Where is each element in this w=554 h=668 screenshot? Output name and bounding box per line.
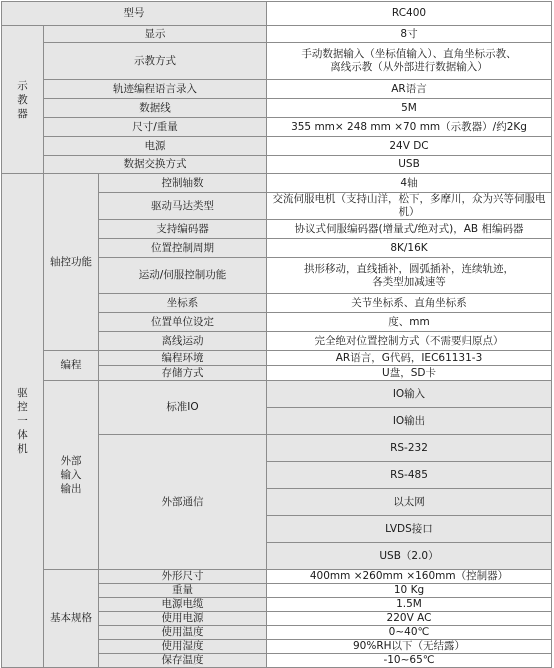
spec-value: -10~65℃: [267, 654, 552, 668]
spec-value: 220V AC: [267, 612, 552, 626]
spec-label: 示教方式: [44, 43, 267, 80]
spec-label: 驱动马达类型: [99, 193, 267, 220]
spec-label: 存储方式: [99, 366, 267, 381]
spec-label: 外形尺寸: [99, 570, 267, 584]
spec-label: 坐标系: [99, 294, 267, 313]
spec-value: 90%RH以下（无结露）: [267, 640, 552, 654]
spec-label: 离线运动: [99, 332, 267, 351]
spec-value: USB: [267, 156, 552, 174]
spec-value: 5M: [267, 99, 552, 118]
group-axis-control: 轴控功能: [44, 174, 99, 351]
table-row: [2, 99, 552, 118]
spec-value: 24V DC: [267, 137, 552, 156]
table-row: [2, 174, 552, 193]
spec-value: 关节坐标系、直角坐标系: [267, 294, 552, 313]
spec-label: 轨迹编程语言录入: [44, 80, 267, 99]
spec-value: 协议式伺服编码器(增量式/绝对式)，AB 相编码器: [267, 220, 552, 239]
spec-label: 显示: [44, 26, 267, 43]
spec-value: 交流伺服电机（支持山洋，松下，多摩川，众为兴等伺服电机）: [267, 193, 552, 220]
spec-label: 位置单位设定: [99, 313, 267, 332]
spec-label: IO输入: [267, 381, 552, 408]
table-row: [2, 137, 552, 156]
spec-label: 使用温度: [99, 626, 267, 640]
spec-value: 1.5M: [267, 598, 552, 612]
spec-label: 数据线: [44, 99, 267, 118]
table-row: [2, 351, 552, 366]
spec-label: 支持编码器: [99, 220, 267, 239]
spec-value: 8K/16K: [267, 239, 552, 258]
spec-label: 尺寸/重量: [44, 118, 267, 137]
spec-label: LVDS接口: [267, 516, 552, 543]
table-row: [2, 156, 552, 174]
spec-value: 4轴: [267, 174, 552, 193]
spec-label: 使用电源: [99, 612, 267, 626]
spec-label: 位置控制周期: [99, 239, 267, 258]
spec-value: 手动数据输入（坐标值输入）、直角坐标示教、 离线示教（从外部进行数据输入）: [267, 43, 552, 80]
table-row: [2, 381, 552, 408]
spec-value: 10 Kg: [267, 584, 552, 598]
spec-value: 355 mm× 248 mm ×70 mm（示教器）/约2Kg: [267, 118, 552, 137]
spec-value: AR语言，G代码，IEC61131-3: [267, 351, 552, 366]
spec-label: 电源电缆: [99, 598, 267, 612]
spec-label: 保存温度: [99, 654, 267, 668]
spec-value: 拱形移动，直线插补，圆弧插补，连续轨迹， 各类型加减速等: [267, 258, 552, 294]
spec-label: 控制轴数: [99, 174, 267, 193]
spec-table: [1, 1, 552, 668]
spec-value: 8寸: [267, 26, 552, 43]
spec-label: IO输出: [267, 408, 552, 435]
subgroup-external-comm: 外部通信: [99, 435, 267, 570]
model-label: 型号: [2, 2, 267, 26]
spec-label: 以太网: [267, 489, 552, 516]
spec-label: 电源: [44, 137, 267, 156]
section-teach-pendant: 示 教 器: [2, 26, 44, 174]
group-programming: 编程: [44, 351, 99, 381]
spec-value: U盘，SD卡: [267, 366, 552, 381]
table-row: [2, 80, 552, 99]
group-basic-spec: 基本规格: [44, 570, 99, 668]
spec-label: 运动/伺服控制功能: [99, 258, 267, 294]
table-row: [2, 43, 552, 80]
subgroup-standard-io: 标准IO: [99, 381, 267, 435]
spec-label: 数据交换方式: [44, 156, 267, 174]
spec-value: AR语言: [267, 80, 552, 99]
model-value: RC400: [267, 2, 552, 26]
table-row: [2, 118, 552, 137]
group-external-io: 外部 输入 输出: [44, 381, 99, 570]
header-row: [2, 2, 552, 26]
spec-label: USB（2.0）: [267, 543, 552, 570]
spec-value: 400mm ×260mm ×160mm（控制器）: [267, 570, 552, 584]
spec-value: 完全绝对位置控制方式（不需要归原点）: [267, 332, 552, 351]
spec-label: 重量: [99, 584, 267, 598]
table-row: [2, 26, 552, 43]
spec-label: RS-485: [267, 462, 552, 489]
table-row: [2, 570, 552, 584]
spec-value: 0~40℃: [267, 626, 552, 640]
spec-value: 度、mm: [267, 313, 552, 332]
spec-label: RS-232: [267, 435, 552, 462]
spec-label: 使用湿度: [99, 640, 267, 654]
spec-label: 编程环境: [99, 351, 267, 366]
section-drive-control: 驱 控 一 体 机: [2, 174, 44, 668]
